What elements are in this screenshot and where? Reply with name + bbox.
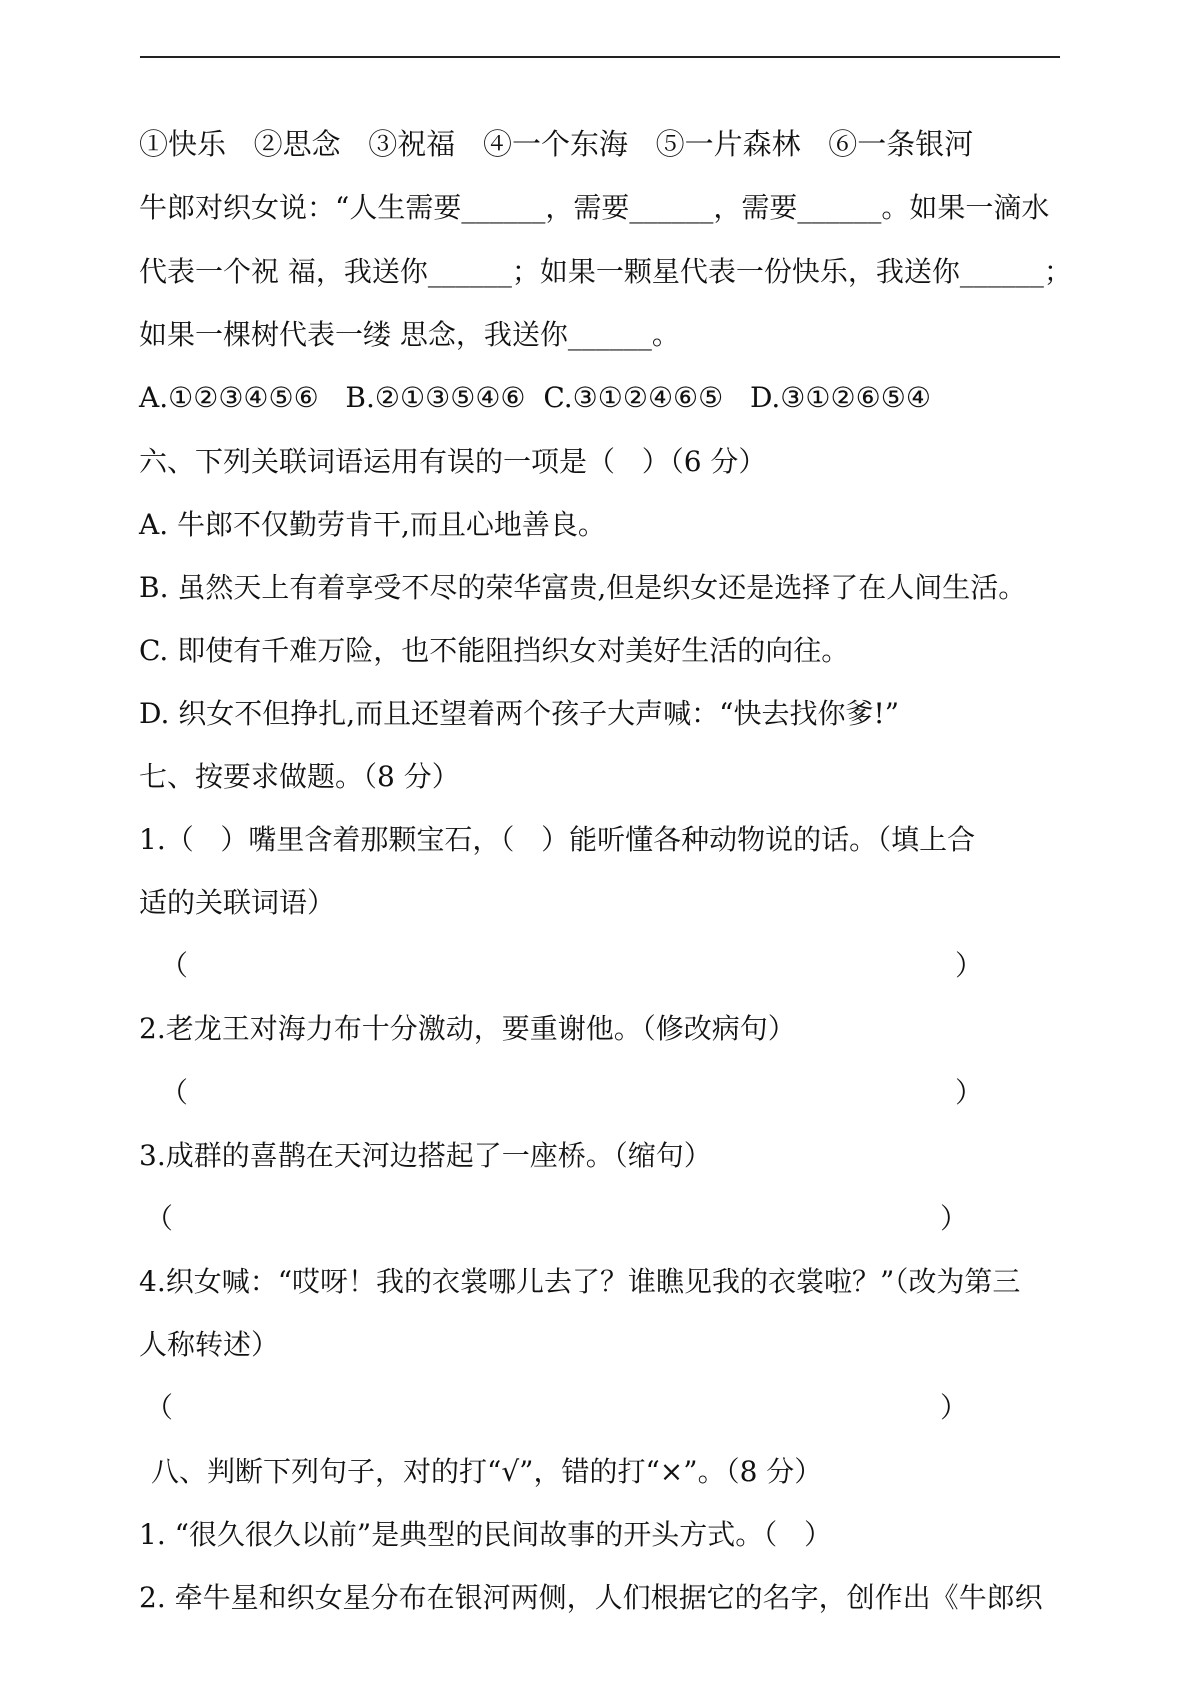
option-a: A. 牛郎不仅勤劳肯干,而且心地善良。 — [139, 508, 606, 541]
answer-3-close-paren: ） — [940, 1202, 969, 1235]
answer-4-close-paren: ） — [940, 1391, 969, 1424]
passage-line-2: 代表一个祝 福，我送你______；如果一颗星代表一份快乐，我送你______； — [139, 255, 1072, 288]
question-1-line-1: 1.（ ）嘴里含着那颗宝石，（ ）能听懂各种动物说的话。（填上合 — [139, 823, 976, 856]
answer-3-open-paren: （ — [145, 1202, 174, 1235]
passage-line-1: 牛郎对织女说：“人生需要______，需要______，需要______。如果一滴水 — [139, 191, 1050, 224]
word-options: ①快乐 ②思念 ③祝福 ④一个东海 ⑤一片森林 ⑥一条银河 — [139, 127, 974, 161]
question-4-line-1: 4.织女喊：“哎呀！我的衣裳哪儿去了？谁瞧见我的衣裳啦？”（改为第三 — [139, 1265, 1021, 1298]
question-3: 3.成群的喜鹊在天河边搭起了一座桥。（缩句） — [139, 1139, 712, 1172]
section-6-heading: 六、下列关联词语运用有误的一项是（ ）（6 分） — [139, 445, 767, 478]
question-4-line-2: 人称转述） — [139, 1328, 280, 1361]
section-7-heading: 七、按要求做题。（8 分） — [139, 760, 460, 793]
answer-1-open-paren: （ — [160, 949, 189, 982]
answer-4-open-paren: （ — [145, 1391, 174, 1424]
option-c: C. 即使有千难万险，也不能阻挡织女对美好生活的向往。 — [139, 634, 850, 667]
question-2: 2.老龙王对海力布十分激动，要重谢他。（修改病句） — [139, 1012, 796, 1045]
answer-choices: A.①②③④⑤⑥ B.②①③⑤④⑥ C.③①②④⑥⑤ D.③①②⑥⑤④ — [139, 381, 931, 414]
passage-line-3: 如果一棵树代表一缕 思念，我送你______。 — [139, 318, 680, 351]
answer-2-open-paren: （ — [160, 1076, 189, 1109]
section-8-heading: 八、判断下列句子，对的打“√”，错的打“×”。（8 分） — [151, 1455, 823, 1488]
answer-1-close-paren: ） — [955, 949, 984, 982]
question-1-line-2: 适的关联词语） — [139, 886, 336, 919]
judge-question-1: 1. “很久很久以前”是典型的民间故事的开头方式。（ ） — [139, 1518, 832, 1551]
header-rule — [140, 56, 1060, 58]
option-b: B. 虽然天上有着享受不尽的荣华富贵,但是织女还是选择了在人间生活。 — [139, 571, 1027, 604]
option-d: D. 织女不但挣扎,而且还望着两个孩子大声喊：“快去找你爹!” — [139, 697, 900, 730]
judge-question-2: 2. 牵牛星和织女星分布在银河两侧，人们根据它的名字，创作出《牛郎织 — [139, 1581, 1043, 1614]
answer-2-close-paren: ） — [955, 1076, 984, 1109]
